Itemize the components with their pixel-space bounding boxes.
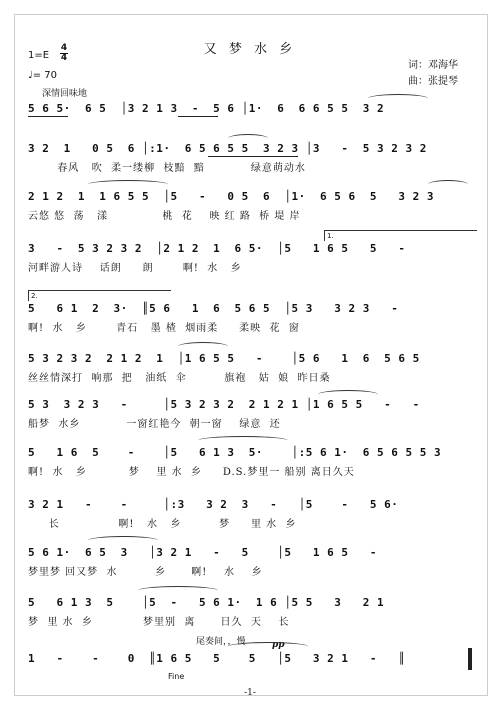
jianpu-notes: 3 2 1 - - │:3 3 2 3 - │5 - 5 6· xyxy=(28,498,406,511)
slur-mark xyxy=(228,642,308,651)
composer-credit: 曲：张提琴 xyxy=(408,76,458,87)
score-line-12 xyxy=(28,652,474,688)
lyrics-line: 船梦 水乡 一窗红艳今 朝一窗 绿意 还 xyxy=(28,419,281,430)
meter-bottom: 4 xyxy=(60,53,68,63)
jianpu-notes: 5 3 2 3 2 2 1 2 1 │1 6 5 5 - │5 6 1 6 5 6 5 xyxy=(28,352,427,365)
score-line-9 xyxy=(28,498,474,534)
score-line-6 xyxy=(28,352,474,388)
key-signature: 1=E xyxy=(28,50,50,61)
jianpu-notes: 3 - 5 3 2 3 2 │2 1 2 1 6 5· │5 1 6 5 5 - xyxy=(28,242,413,255)
slur-mark xyxy=(88,536,158,545)
lyricist-credit: 词：邓海华 xyxy=(408,60,458,71)
beam-underline xyxy=(28,116,68,117)
score-line-11 xyxy=(28,596,474,632)
lyrics-line: 梦 里 水 乡 梦里别 离 日久 天 长 xyxy=(28,617,290,628)
tempo-mark: ♩= 70 xyxy=(28,70,57,81)
expression-mark: 深情回味地 xyxy=(42,89,88,99)
final-barline xyxy=(468,648,472,670)
jianpu-notes: 5 6 5· 6 5 │3 2 1 3 - 5 6 │1· 6 6 6 5 5 3 2 xyxy=(28,102,392,115)
lyrics-line: 长 啊! 水 乡 梦 里 水 乡 xyxy=(28,519,297,530)
score-line-3 xyxy=(28,190,474,226)
jianpu-notes: 1 - - 0 ║1 6 5 5 5 │5 3 2 1 - ║ xyxy=(28,652,406,665)
dynamic-mark: pp xyxy=(272,640,285,650)
score-line-5 xyxy=(28,292,474,338)
score-line-10 xyxy=(28,546,474,582)
lyrics-line: 啊! 水 乡 青石 墨 楂 烟雨柔 柔映 花 窗 xyxy=(28,323,300,334)
score-line-1 xyxy=(28,102,474,138)
slur-mark xyxy=(428,180,468,189)
score-line-2 xyxy=(28,142,474,178)
volta-second-ending: 2. xyxy=(28,290,171,301)
jianpu-notes: 5 6 1· 6 5 3 │3 2 1 - 5 │5 1 6 5 - xyxy=(28,546,385,559)
coda-expression: 尾奏间，，慢 xyxy=(196,637,246,647)
jianpu-notes: 5 1 6 5 - │5 6 1 3 5· │:5 6 1· 6 5 6 5 5 3 xyxy=(28,446,449,459)
lyrics-line: 云悠 悠 荡 漾 桃 花 映 红 路 桥 堤 岸 xyxy=(28,211,301,222)
slur-mark xyxy=(138,586,218,595)
slur-mark xyxy=(178,342,228,351)
page-number: -1- xyxy=(244,688,256,698)
slur-mark xyxy=(318,390,378,399)
lyrics-line: 春风 吹 柔一缕柳 枝黯 黯 绿意萌动水 xyxy=(28,163,306,174)
time-signature xyxy=(60,44,68,63)
jianpu-notes: 2 1 2 1 1 6 5 5 │5 - 0 5 6 │1· 6 5 6 5 3 2 3 xyxy=(28,190,442,203)
volta-first-ending: 1. xyxy=(324,230,477,241)
score-line-4 xyxy=(28,232,474,278)
beam-underline xyxy=(178,116,218,117)
score-line-8 xyxy=(28,446,474,482)
lyrics-line: 梦里梦 回又梦 水 乡 啊! 水 乡 xyxy=(28,567,263,578)
jianpu-notes: 3 2 1 0 5 6 │:1· 6 5 6 5 5 3 2 3 │3 - 5 3 2 3 2 xyxy=(28,142,434,155)
score-line-7 xyxy=(28,398,474,434)
meter-top: 4 xyxy=(60,43,68,53)
jianpu-notes: 5 6 1 2 3· ║5 6 1 6 5 6 5 │5 3 3 2 3 - xyxy=(28,302,406,315)
slur-mark xyxy=(198,436,288,445)
jianpu-notes: 5 3 3 2 3 - │5 3 2 3 2 2 1 2 1 │1 6 5 5 - - xyxy=(28,398,427,411)
slur-mark xyxy=(368,94,428,103)
fine-mark: Fine xyxy=(168,672,185,681)
lyrics-line: 啊! 水 乡 梦 里 水 乡 D.S.梦里一 船别 离日久天 xyxy=(28,467,355,478)
lyrics-line: 河畔游人诗 话朗 朗 啊! 水 乡 xyxy=(28,263,242,274)
beam-underline xyxy=(208,156,298,157)
slur-mark xyxy=(228,134,268,143)
lyrics-line: 丝丝情深打 响那 把 油纸 伞 旗袍 姑 娘 昨日桑 xyxy=(28,373,331,384)
slur-mark xyxy=(88,180,168,189)
jianpu-notes: 5 6 1 3 5 │5 - 5 6 1· 1 6 │5 5 3 2 1 xyxy=(28,596,392,609)
song-title: 又 梦 水 乡 xyxy=(203,42,297,57)
